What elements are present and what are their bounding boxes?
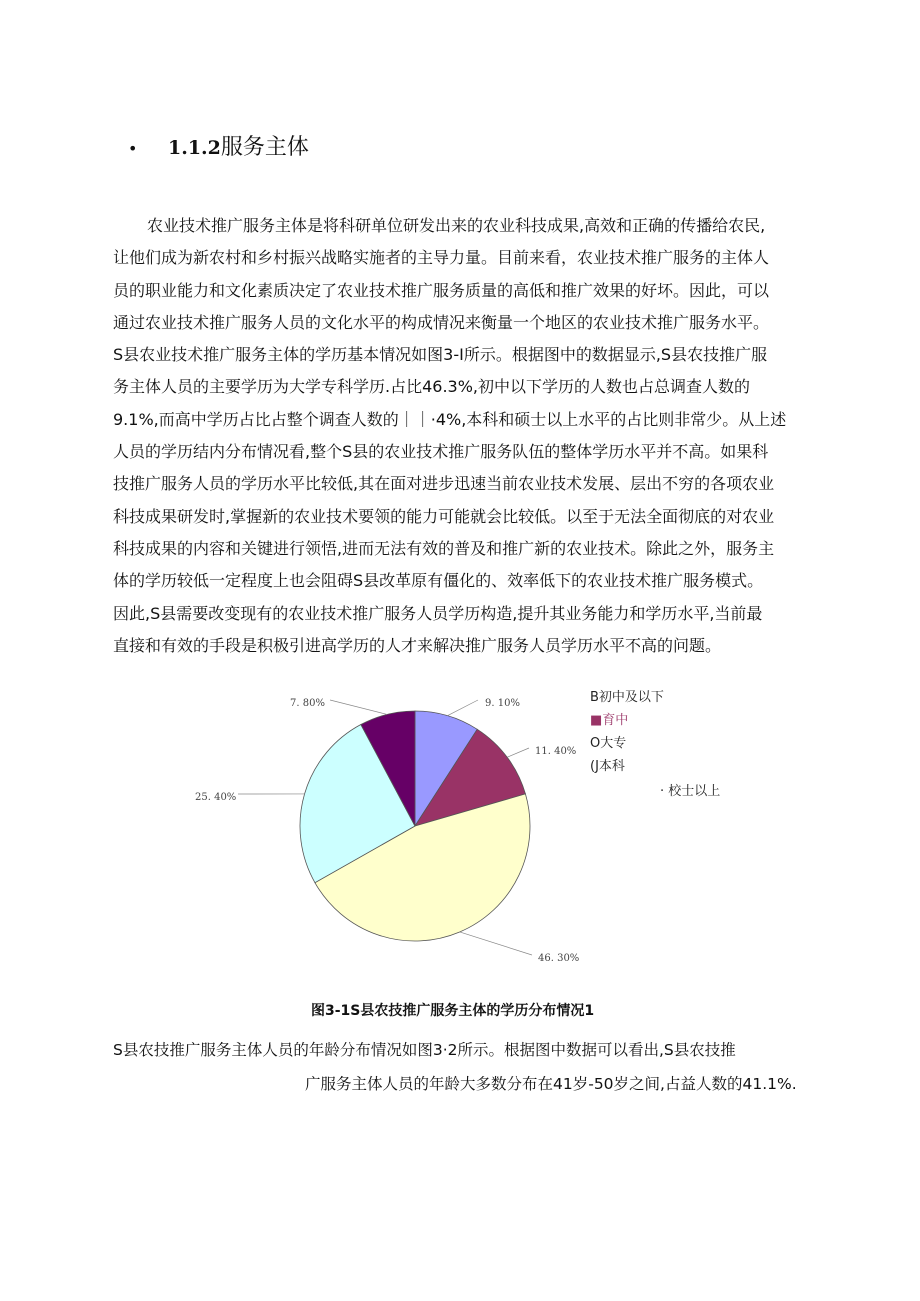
data-label-junior: 9. 10% <box>485 698 520 709</box>
section-heading <box>128 130 309 161</box>
paragraph-line: 科技成果的内容和关键进行领悟,进而无法有效的普及和推广新的农业技术。除此之外，服务主 <box>113 538 775 558</box>
legend-item-junior: B初中及以下 <box>590 690 664 705</box>
legend-item-senior: ■育中 <box>590 713 629 728</box>
leader-line-senior <box>507 748 529 757</box>
paragraph-line: 人员的学历结内分布情况看,整个S县的农业技术推广服务队伍的整体学历水平并不高。如果科 <box>113 442 769 462</box>
paragraph-line: 科技成果研发时,掌握新的农业技术要领的能力可能就会比较低。以至于无法全面彻底的对农业 <box>113 506 775 526</box>
paragraph-line: 通过农业技术推广服务人员的文化水平的构成情况来衡量一个地区的农业技术推广服务水平。 <box>113 312 770 332</box>
paragraph-line: 体的学历较低一定程度上也会阻碍S县改革原有僵化的、效率低下的农业技术推广服务模式。 <box>113 571 764 591</box>
leader-line-master <box>330 700 387 714</box>
body-paragraph-1 <box>113 210 813 662</box>
legend-item-college: O大专 <box>590 736 627 751</box>
leader-line-college <box>460 932 532 955</box>
legend-item-bachelor: (J本科 <box>590 759 625 774</box>
education-pie-chart <box>180 678 600 978</box>
paragraph-line: 直接和有效的手段是积极引进高学历的人才来解决推广服务人员学历水平不高的问题。 <box>113 635 722 655</box>
data-label-senior: 11. 40% <box>535 746 577 757</box>
chart-legend <box>590 686 720 803</box>
paragraph-line: 员的职业能力和文化素质决定了农业技术推广服务质量的高低和推广效果的好坏。因此，可以 <box>113 280 770 300</box>
heading-bullet: • <box>128 138 138 158</box>
data-label-college: 46. 30% <box>538 953 580 964</box>
section-number: 1.1.2 <box>168 137 221 159</box>
paragraph-line: S县农业技术推广服务主体的学历基本情况如图3-I所示。根据图中的数据显示,S县农技推广服 <box>113 345 768 365</box>
paragraph-line: 技推广服务人员的学历水平比较低,其在面对进步迅速当前农业技术发展、层出不穷的各项农业 <box>113 474 775 494</box>
paragraph-line: 让他们成为新农村和乡村振兴战略实施者的主导力量。目前来看，农业技术推广服务的主体人 <box>113 248 770 268</box>
paragraph-line: 广服务主体人员的年龄大多数分布在41岁-50岁之间,占益人数的41.1%. <box>305 1075 797 1093</box>
leader-line-junior <box>447 700 478 716</box>
legend-item-master: · 校士以上 <box>660 784 721 799</box>
data-label-master: 7. 80% <box>290 698 325 709</box>
paragraph-line: 9.1%,而高中学历占比占整个调查人数的｜｜·4%,本科和硕士以上水平的占比则非常少。从上述 <box>113 409 787 429</box>
paragraph-line: 因此,S县需要改变现有的农业技术推广服务人员学历构造,提升其业务能力和学历水平,当前最 <box>113 603 763 623</box>
paragraph-line: 务主体人员的主要学历为大学专科学历.占比46.3%,初中以下学历的人数也占总调查人数的 <box>113 377 751 397</box>
paragraph-line: 农业技术推广服务主体是将科研单位研发出来的农业科技成果,高效和正确的传播给农民, <box>147 216 766 235</box>
paragraph-line: S县农技推广服务主体人员的年龄分布情况如图3·2所示。根据图中数据可以看出,S县农技推 <box>113 1041 736 1059</box>
section-title: 服务主体 <box>220 135 309 160</box>
data-label-bachelor: 25. 40% <box>195 792 237 803</box>
body-paragraph-2 <box>113 1033 797 1101</box>
figure-caption: 图3-1S县农技推广服务主体的学历分布情况1 <box>311 1003 595 1019</box>
